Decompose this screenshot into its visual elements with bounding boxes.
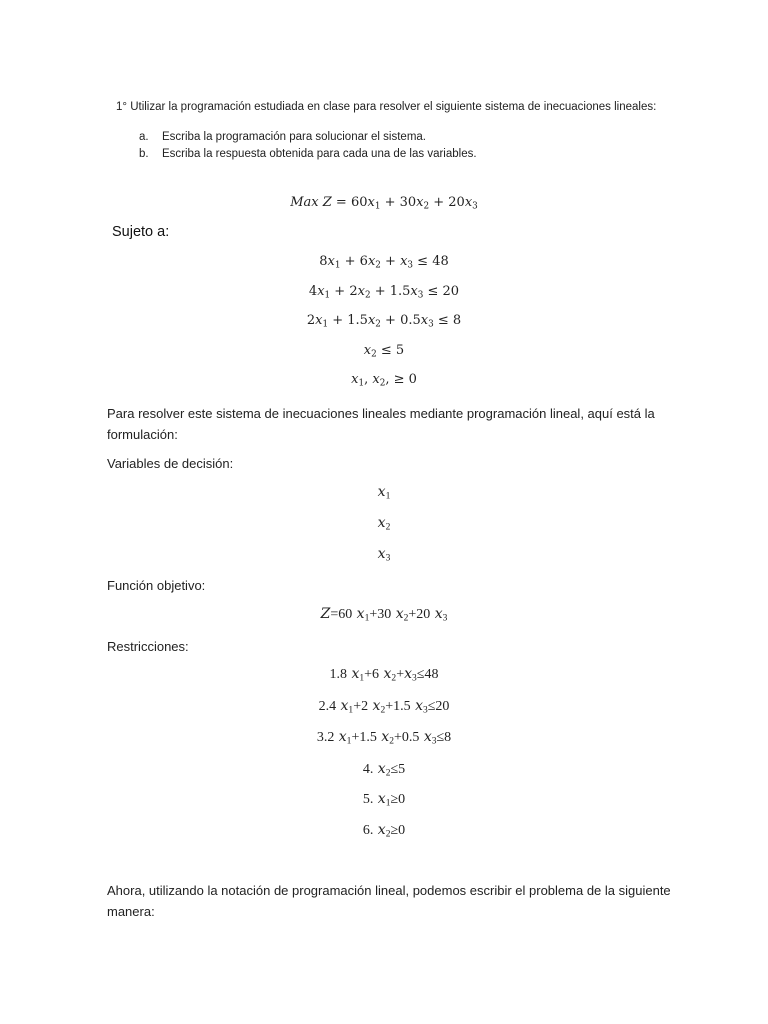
item-b-text: Escriba la respuesta obtenida para cada una de las variables.	[162, 148, 477, 160]
restriction-6: 6. $x_2\ge 0$	[362, 822, 406, 840]
objective-equation: Z=60 $x_1+30$ $x_2+20$ $x_3$	[320, 606, 448, 624]
restrictions-heading: Restricciones:	[107, 639, 189, 654]
intro-line-2: formulación:	[107, 427, 178, 442]
question-text: 1° Utilizar la programación estudiada en clase para resolver el siguiente sistema de inecuaciones lineales:	[116, 101, 657, 113]
constraint-x2-upper: $x_2 \le 5$	[363, 343, 405, 360]
variable-x2: $x_2$	[377, 515, 391, 533]
item-b-letter: b.	[139, 148, 149, 160]
item-a-text: Escriba la programación para solucionar el sistema.	[162, 131, 426, 143]
closing-line-1: Ahora, utilizando la notación de programación lineal, podemos escribir el problema de la siguiente	[107, 883, 671, 898]
restriction-2: 2.4 $x_1+2$ $x_2+1.5$ $x_3\le 20$	[318, 698, 450, 716]
intro-line-1: Para resolver este sistema de inecuaciones lineales mediante programación lineal, aquí está la	[107, 406, 655, 421]
objective-max-equation: Max $Z = 60x_1 + 30x_2 + 20x_3$	[290, 195, 478, 212]
variable-x1: $x_1$	[377, 484, 391, 502]
variable-x3: $x_3$	[377, 546, 391, 564]
closing-line-2: manera:	[107, 904, 155, 919]
subject-to-label: Sujeto a:	[112, 224, 170, 240]
constraint-2: $4x_1 + 2x_2 + 1.5x_3 \le 20$	[308, 284, 460, 301]
constraint-1: $8x_1 + 6x_2 + x_3 \le 48$	[319, 254, 449, 271]
restriction-1: 1.8 $x_1+6$ $x_2+x_3\le 48$	[329, 666, 439, 684]
objective-heading: Función objetivo:	[107, 578, 206, 593]
constraint-3: $2x_1 + 1.5x_2 + 0.5x_3 \le 8$	[306, 313, 462, 330]
restriction-5: 5. $x_1\ge 0$	[362, 791, 406, 809]
restriction-3: 3.2 $x_1+1.5$ $x_2+0.5$ $x_3\le 8$	[316, 729, 452, 747]
restriction-4: 4. $x_2\le 5$	[362, 761, 406, 779]
variables-heading: Variables de decisión:	[107, 456, 234, 471]
question-block	[116, 101, 676, 171]
constraint-nonnegative: $x_1$, $x_2$, ≥ 0	[351, 372, 417, 389]
item-a-letter: a.	[139, 131, 149, 143]
